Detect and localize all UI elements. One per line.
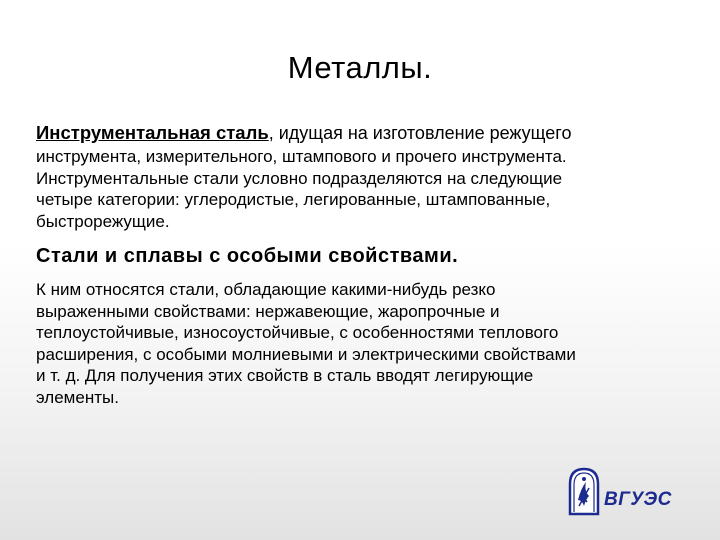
slide-title: Металлы.	[287, 50, 433, 85]
section-tool-steel	[36, 120, 696, 232]
text-line: быстрорежущие.	[36, 211, 170, 231]
text-line: элементы.	[36, 387, 119, 407]
section-special-steels-body	[36, 279, 696, 408]
term-tool-steel: Инструментальная сталь	[36, 122, 269, 143]
lead-text: , идущая на изготовление режущего	[268, 123, 572, 143]
text-line: расширения, с особыми молниевыми и электрическими свойствами	[36, 344, 576, 364]
text-line: четыре категории: углеродистые, легированные, штампованные,	[36, 190, 551, 209]
text-line: выраженными свойствами: нержавеющие, жаропрочные и	[36, 301, 500, 321]
logo-emblem-icon	[567, 466, 601, 516]
text-line: К ним относятся стали, обладающие какими-нибудь резко	[36, 280, 496, 299]
section-tool-steel-lead	[36, 120, 696, 146]
text-line: инструмента, измерительного, штампового и прочего инструмента.	[36, 147, 567, 166]
text-line: теплоустойчивые, износоустойчивые, с особенностями теплового	[36, 323, 559, 342]
logo-text: ВГУЭС	[604, 489, 672, 510]
section-tool-steel-body	[36, 146, 696, 232]
text-line: Инструментальные стали условно подразделяются на следующие	[36, 168, 563, 188]
text-line: и т. д. Для получения этих свойств в сталь вводят легирующие	[36, 366, 534, 385]
section-special-steels-heading: Стали и сплавы с особыми свойствами.	[36, 245, 459, 267]
university-logo	[567, 466, 677, 516]
